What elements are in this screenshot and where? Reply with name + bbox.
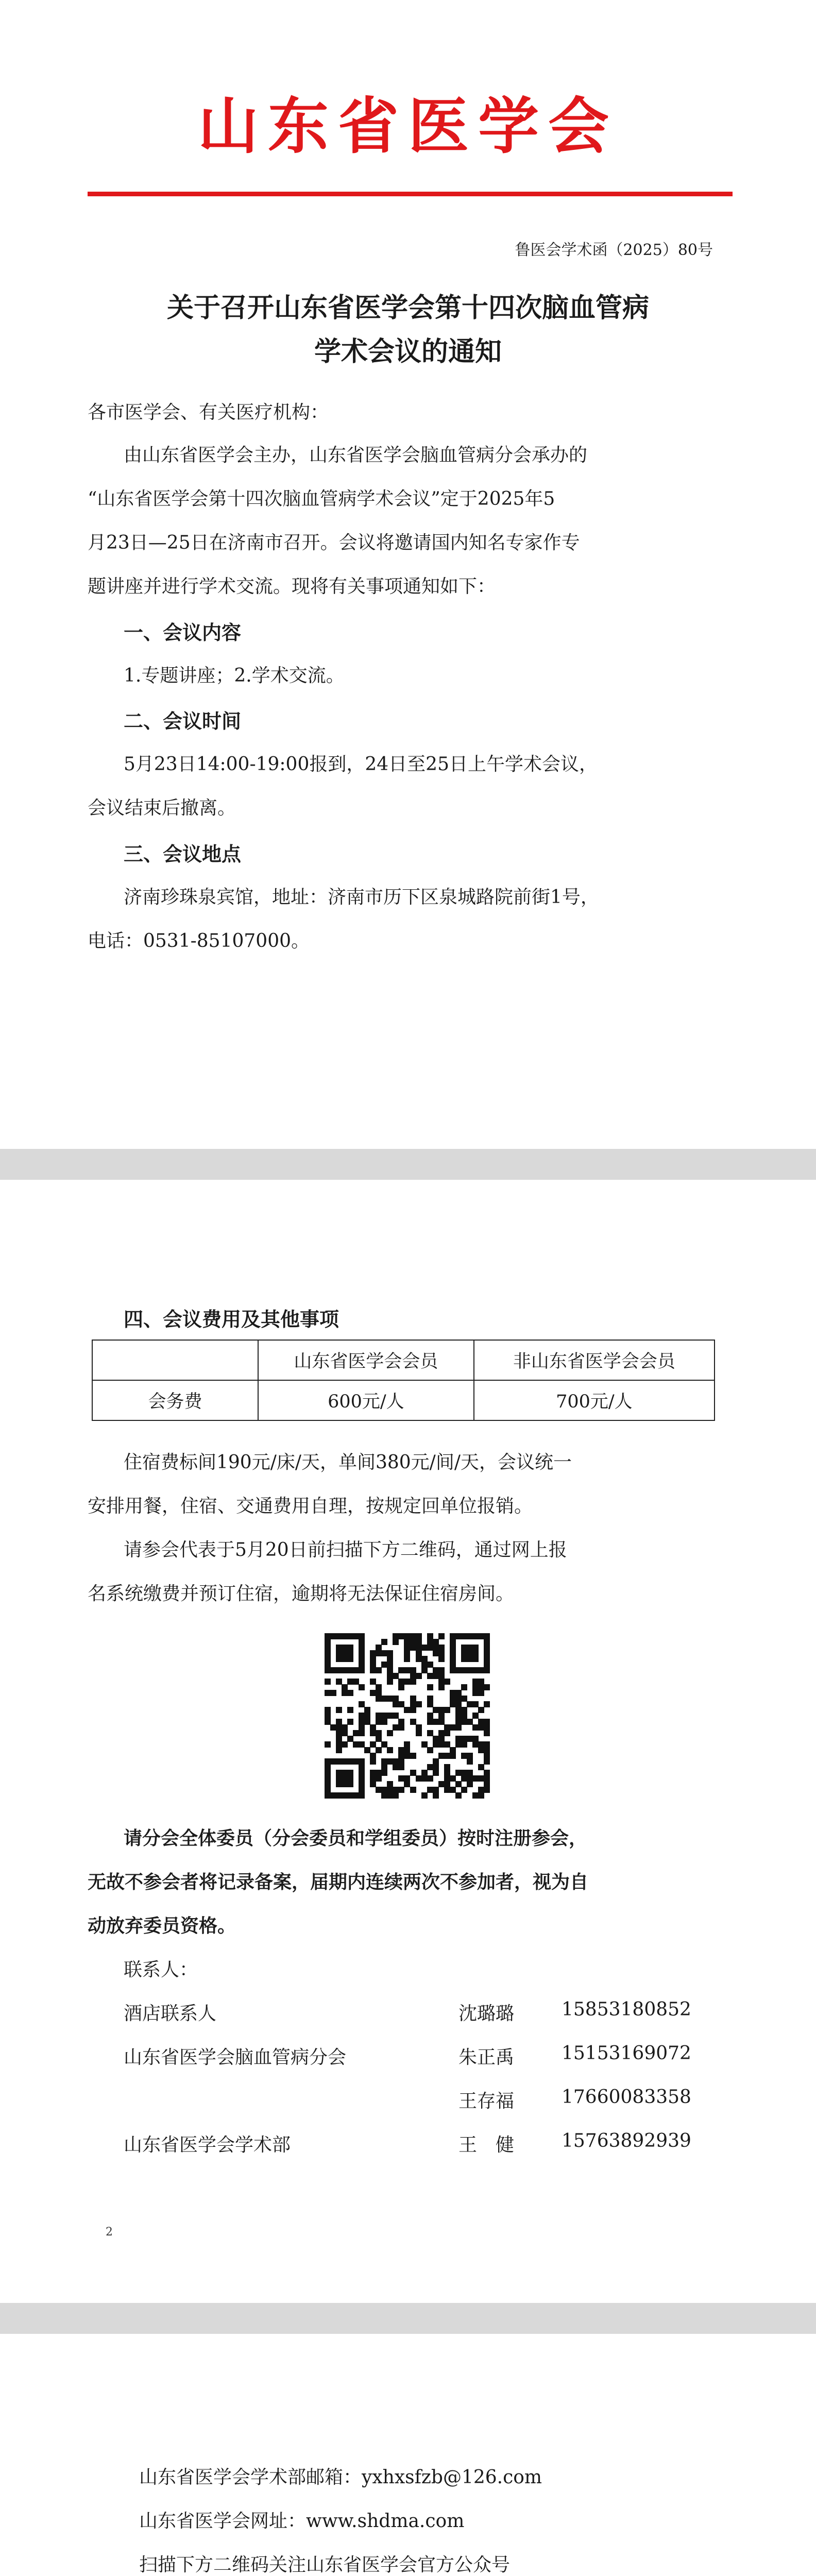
notice-line-2: 无故不参会者将记录备案，届期内连续两次不参加者，视为自 <box>88 1871 589 1893</box>
table-row <box>92 1380 715 1420</box>
qr-module <box>404 1656 410 1662</box>
section-2-line-2: 会议结束后撤离。 <box>88 798 236 819</box>
document-title-line-1: 关于召开山东省医学会第十四次脑血管病 <box>166 292 649 324</box>
qr-module <box>410 1753 416 1759</box>
qr-module <box>438 1684 445 1690</box>
contact-name: 沈璐璐 <box>458 2003 515 2024</box>
qr-module <box>450 1753 456 1759</box>
qr-module <box>325 1741 331 1748</box>
qr-module <box>347 1707 353 1713</box>
email-line: 山东省医学会学术部邮箱：yxhxsfzb@126.com <box>139 2467 542 2488</box>
qr-module <box>455 1724 462 1731</box>
intro-line-2: “山东省医学会第十四次脑血管病学术会议”定于2025年5 <box>88 488 555 510</box>
qr-module <box>416 1673 422 1679</box>
qr-module <box>484 1684 490 1690</box>
section-4-heading: 四、会议费用及其他事项 <box>124 1308 339 1331</box>
qr-module <box>398 1787 404 1793</box>
qr-module <box>393 1792 399 1799</box>
qr-module <box>376 1667 382 1673</box>
accommodation-line-1: 住宿费标间190元/床/天，单间380元/间/天，会议统一 <box>124 1452 572 1473</box>
qr-module <box>467 1758 473 1765</box>
section-2-line-1: 5月23日14:00-19:00报到，24日至25日上午学术会议， <box>124 754 598 775</box>
qr-module <box>433 1770 439 1776</box>
page-2 <box>0 1180 816 2303</box>
qr-module <box>444 1679 450 1685</box>
contact-name: 王 健 <box>458 2134 515 2156</box>
qr-module <box>387 1747 393 1753</box>
qr-module <box>336 1747 342 1753</box>
intro-line-4: 题讲座并进行学术交流。现将有关事项通知如下： <box>88 576 496 597</box>
contact-name: 朱正禹 <box>458 2047 515 2068</box>
contact-org: 山东省医学会学术部 <box>124 2134 291 2156</box>
qr-module <box>461 1684 467 1690</box>
qr-module <box>381 1770 387 1776</box>
register-line-2: 名系统缴费并预订住宿，逾期将无法保证住宿房间。 <box>88 1583 515 1604</box>
notice-line-1: 请分会全体委员（分会委员和学组委员）按时注册参会， <box>124 1827 588 1849</box>
qr-module <box>359 1684 365 1690</box>
letterhead-title: 山东省医学会 <box>197 91 618 162</box>
table-header-member: 山东省医学会会员 <box>258 1340 474 1380</box>
qr-module <box>484 1730 490 1736</box>
notice-line-3: 动放弃委员资格。 <box>88 1915 236 1937</box>
qr-module <box>444 1707 450 1713</box>
qr-module <box>478 1707 484 1713</box>
contact-phone: 17660083358 <box>562 2087 691 2108</box>
qr-module <box>467 1781 473 1787</box>
table-member-fee: 600元/人 <box>258 1380 474 1420</box>
qr-module <box>438 1656 445 1662</box>
registration-qr-code[interactable] <box>325 1633 489 1798</box>
qr-module <box>455 1792 462 1799</box>
qr-module <box>393 1639 399 1645</box>
qr-module <box>347 1690 353 1696</box>
table-nonmember-fee: 700元/人 <box>474 1380 715 1420</box>
salutation: 各市医学会、有关医疗机构： <box>88 402 329 423</box>
qr-module <box>347 1656 353 1662</box>
contact-phone: 15763892939 <box>562 2130 691 2151</box>
contact-org: 酒店联系人 <box>124 2003 217 2024</box>
qr-module <box>342 1741 348 1748</box>
qr-module <box>325 1679 331 1685</box>
qr-module <box>427 1775 433 1782</box>
table-corner-cell <box>92 1340 258 1380</box>
qr-module <box>347 1719 353 1725</box>
qr-module <box>461 1741 467 1748</box>
qr-module <box>376 1747 382 1753</box>
qr-module <box>416 1730 422 1736</box>
qr-module <box>359 1730 365 1736</box>
section-2-heading: 二、会议时间 <box>124 710 242 733</box>
qr-module <box>433 1792 439 1799</box>
letterhead-rule <box>88 192 733 196</box>
contacts-label: 联系人： <box>124 1959 198 1980</box>
register-line-1: 请参会代表于5月20日前扫描下方二维码，通过网上报 <box>124 1539 567 1561</box>
qr-module <box>381 1639 387 1645</box>
qr-module <box>438 1633 445 1639</box>
table-header-nonmember: 非山东省医学会会员 <box>474 1340 715 1380</box>
qr-module <box>336 1707 342 1713</box>
qr-module <box>398 1764 404 1770</box>
accommodation-line-2: 安排用餐，住宿、交通费用自理，按规定回单位报销。 <box>88 1496 533 1517</box>
qr-module <box>484 1701 490 1707</box>
qr-module <box>398 1684 404 1690</box>
qr-module <box>330 1690 336 1696</box>
table-row-label: 会务费 <box>92 1380 258 1420</box>
qr-module <box>398 1724 404 1731</box>
qr-module <box>444 1730 450 1736</box>
page-number: 2 <box>106 2226 113 2239</box>
page-3 <box>0 2334 816 2576</box>
qr-module <box>359 1792 365 1799</box>
qr-module <box>478 1792 484 1799</box>
qr-module <box>472 1656 479 1662</box>
qr-module <box>461 1787 467 1793</box>
qr-module <box>427 1747 433 1753</box>
qr-module <box>370 1758 376 1765</box>
qr-module <box>416 1701 422 1707</box>
qr-module <box>484 1667 490 1673</box>
section-1-text: 1.专题讲座；2.学术交流。 <box>124 665 345 686</box>
qr-module <box>478 1690 484 1696</box>
qr-module <box>359 1667 365 1673</box>
website-line: 山东省医学会网址：www.shdma.com <box>139 2511 465 2532</box>
contact-name: 王存福 <box>458 2091 515 2112</box>
section-3-line-2: 电话：0531-85107000。 <box>88 930 310 952</box>
section-3-line-1: 济南珍珠泉宾馆，地址：济南市历下区泉城路院前街1号， <box>124 887 599 908</box>
qr-module <box>427 1684 433 1690</box>
qr-module <box>410 1679 416 1685</box>
intro-line-3: 月23日—25日在济南市召开。会议将邀请国内知名专家作专 <box>88 532 580 553</box>
contact-phone: 15153169072 <box>562 2043 691 2064</box>
document-number: 鲁医会学术函（2025）80号 <box>515 241 713 259</box>
page-1 <box>0 0 816 1149</box>
qr-module <box>387 1730 393 1736</box>
qr-module <box>421 1792 428 1799</box>
contact-phone: 15853180852 <box>562 1999 691 2020</box>
qr-module <box>381 1719 387 1725</box>
qr-module <box>387 1679 393 1685</box>
qr-module <box>410 1707 416 1713</box>
table-header-row <box>92 1340 715 1380</box>
section-1-heading: 一、会议内容 <box>124 621 242 644</box>
contact-org: 山东省医学会脑血管病分会 <box>124 2047 347 2068</box>
qr-module <box>484 1787 490 1793</box>
qr-module <box>484 1758 490 1765</box>
qr-module <box>347 1781 353 1787</box>
document-title-line-2: 学术会议的通知 <box>314 336 502 367</box>
scan-instruction: 扫描下方二维码关注山东省医学会官方公众号 <box>139 2554 511 2575</box>
qr-module <box>410 1787 416 1793</box>
fee-table <box>92 1340 715 1421</box>
intro-line-1: 由山东省医学会主办，山东省医学会脑血管病分会承办的 <box>124 445 588 466</box>
section-3-heading: 三、会议地点 <box>124 843 242 866</box>
qr-module <box>376 1775 382 1782</box>
